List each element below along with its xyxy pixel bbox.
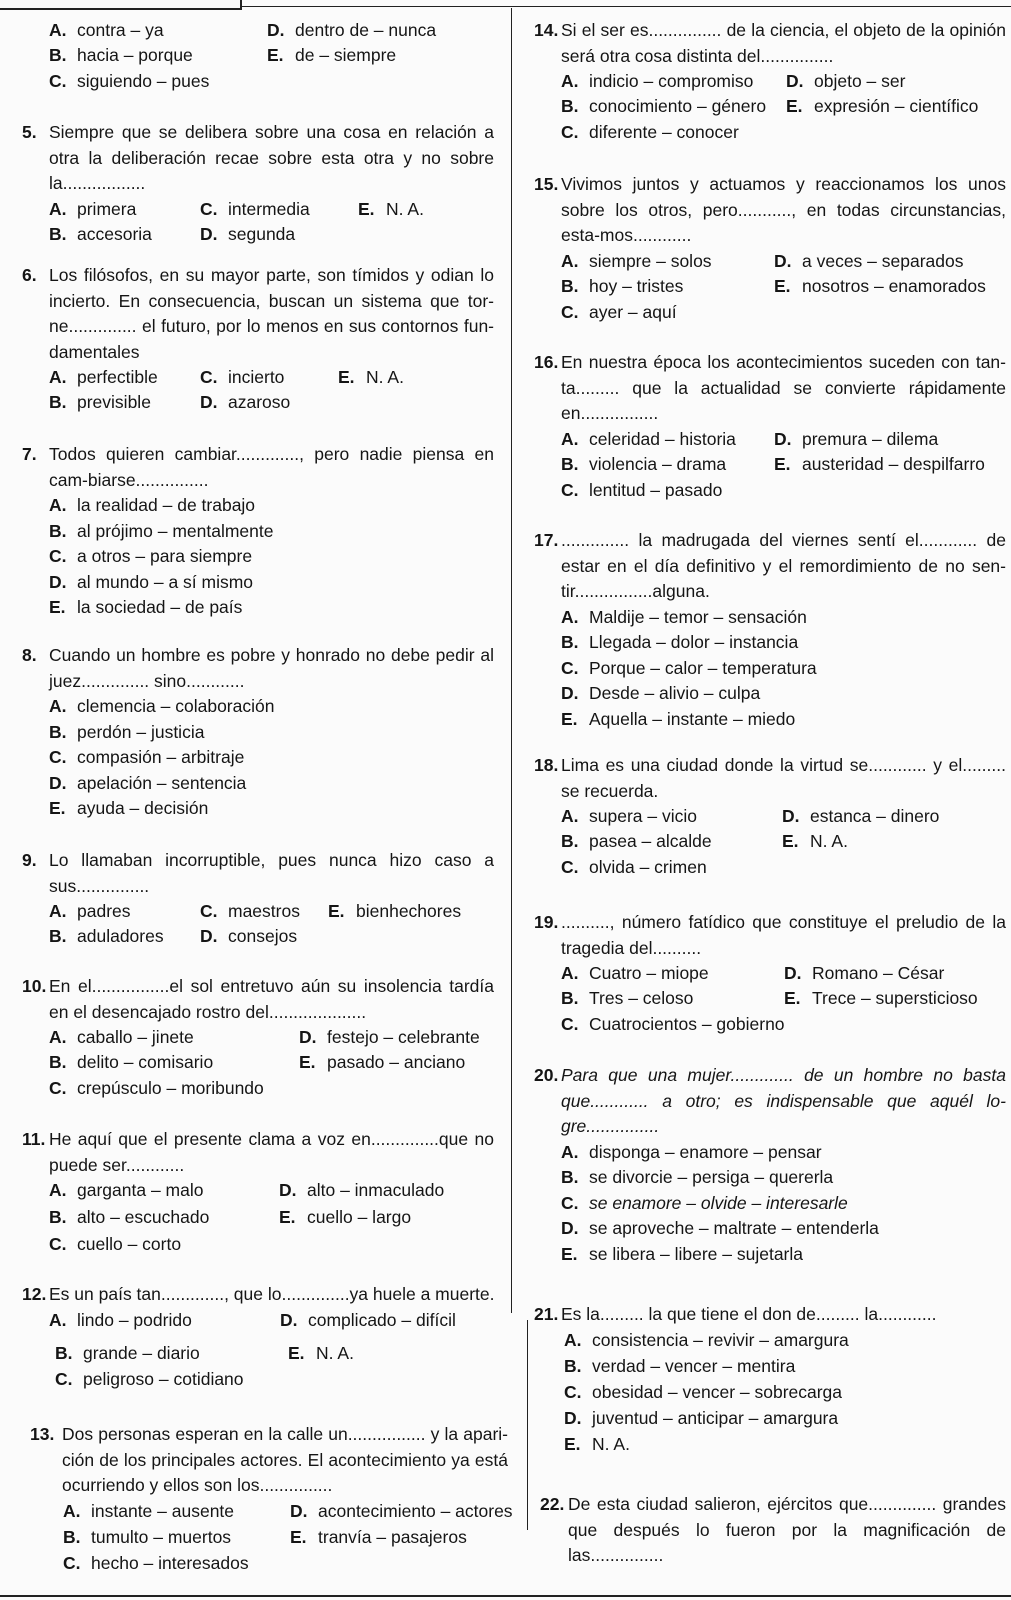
- option[interactable]: B. grande – diario: [55, 1342, 200, 1363]
- option[interactable]: E. N. A.: [338, 367, 404, 387]
- option[interactable]: D. juventud – anticipar – amargura: [564, 1407, 839, 1428]
- option[interactable]: C. diferente – conocer: [561, 122, 739, 142]
- question-10: 10. En el................el sol entretuvo aún su insolencia tardía en el desencajado rostro del.................... A. caballo – jinete D. festejo – celebrante B. delito – comisario E. pasado – anciano C. crepúsculo – moribundo: [22, 974, 494, 1103]
- option[interactable]: C. se enamore – olvide – interesarle: [561, 1192, 848, 1213]
- option[interactable]: C. peligroso – cotidiano: [55, 1368, 244, 1389]
- option[interactable]: A. indicio – compromiso: [561, 71, 754, 91]
- option[interactable]: C. ayer – aquí: [561, 301, 677, 322]
- option[interactable]: C. maestros: [200, 901, 300, 921]
- option[interactable]: B. tumulto – muertos: [63, 1526, 232, 1547]
- option[interactable]: D. dentro de – nunca: [267, 20, 437, 40]
- option[interactable]: C. lentitud – pasado: [561, 479, 723, 500]
- option[interactable]: A. Cuatro – miope: [561, 963, 709, 983]
- option[interactable]: E. de – siempre: [267, 45, 397, 65]
- question-7: 7. Todos quieren cambiar............., pero nadie piensa en cam-biarse............... A. la realidad – de trabajo B. al prójimo – mentalmente C. a otros – para siempre D. al mundo – a sí mismo E. la sociedad – de país: [22, 442, 494, 621]
- question-8: 8. Cuando un hombre es pobre y honrado no debe pedir al juez.............. sino............ A. clemencia – colaboración B. perdón – justicia C. compasión – arbitraje D. apelación – sentencia E. ayuda – decisión: [22, 643, 494, 822]
- option[interactable]: D. complicado – difícil: [280, 1309, 456, 1330]
- option[interactable]: D. objeto – ser: [786, 71, 906, 91]
- option[interactable]: A. caballo – jinete: [49, 1027, 194, 1047]
- option[interactable]: B. conocimiento – género: [561, 96, 767, 116]
- question-20: 20. Para que una mujer............. de un hombre no basta que............ a otro; es indispensable que aquél lo-gre............... A. disponga – enamore – pensar B. se divorcie – persiga – quererla C. se enamore – olvide – interesarle D. se aproveche – maltrate – entenderla E. se libera – libere – sujetarla: [534, 1063, 1006, 1268]
- header-box: [0, 0, 242, 10]
- option[interactable]: A. clemencia – colaboración: [49, 696, 275, 716]
- option[interactable]: D. azaroso: [200, 392, 291, 412]
- question-21: 21. Es la......... la que tiene el don de......... la............ A. consistencia – revivir – amargura B. verdad – vencer – mentira C. obesidad – vencer – sobrecarga D. juventud – anticipar – amargura E. N. A.: [534, 1302, 1006, 1456]
- option[interactable]: B. Tres – celoso: [561, 988, 694, 1008]
- option[interactable]: B. accesoria: [49, 223, 152, 244]
- option[interactable]: A. instante – ausente: [63, 1500, 235, 1521]
- option[interactable]: E. ayuda – decisión: [49, 798, 209, 819]
- option[interactable]: C. Cuatrocientos – gobierno: [561, 1014, 785, 1034]
- option[interactable]: C. hecho – interesados: [63, 1552, 249, 1573]
- question-16: 16. En nuestra época los acontecimientos suceden con tan-ta......... que la actualidad se convierte rápidamente en................ A. celeridad – historia D. premura – dilema B. violencia – drama E. austeridad – despilfarro C. lentitud – pasado: [534, 350, 1006, 505]
- footer-rule: [0, 1595, 1011, 1597]
- option[interactable]: B. perdón – justicia: [49, 721, 205, 742]
- option[interactable]: E. la sociedad – de país: [49, 597, 243, 618]
- option[interactable]: B. pasea – alcalde: [561, 831, 712, 851]
- option[interactable]: E. Trece – supersticioso: [784, 988, 978, 1008]
- column-divider: [511, 8, 512, 1313]
- option[interactable]: B. delito – comisario: [49, 1052, 214, 1072]
- option[interactable]: E. cuello – largo: [279, 1207, 412, 1227]
- question-12: 12. Es un país tan............., que lo..............ya huele a muerte. A. lindo – podrido D. complicado – difícil B. grande – diario E. N. A. C. peligroso – cotidiano: [22, 1282, 502, 1396]
- option[interactable]: E. N. A.: [288, 1342, 354, 1363]
- option[interactable]: D. Romano – César: [784, 963, 945, 983]
- option[interactable]: D. acontecimiento – actores: [290, 1500, 513, 1521]
- question-5: 5. Siempre que se delibera sobre una cosa en relación a otra la deliberación recae sobre esta otra y no sobre la................. A. primera C. intermedia E. N. A. B. accesoria D. segunda: [22, 120, 494, 249]
- option[interactable]: A. primera: [49, 198, 137, 219]
- option[interactable]: B. se divorcie – persiga – quererla: [561, 1167, 834, 1188]
- header-rule: [240, 6, 1011, 7]
- question-15: 15. Vivimos juntos y actuamos y reaccionamos los unos sobre los otros, pero..........., en todas circunstancias, esta-mos............ A. siempre – solos D. a veces – separados B. hoy – tristes E. nosotros – enamorados C. ayer – aquí: [534, 172, 1006, 327]
- option[interactable]: D. apelación – sentencia: [49, 772, 247, 793]
- option[interactable]: D. al mundo – a sí mismo: [49, 571, 254, 592]
- option[interactable]: D. se aproveche – maltrate – entenderla: [561, 1218, 879, 1239]
- option[interactable]: E. N. A.: [358, 198, 424, 219]
- option[interactable]: B. Llegada – dolor – instancia: [561, 632, 799, 653]
- option[interactable]: C. olvida – crimen: [561, 857, 707, 877]
- option[interactable]: A. Maldije – temor – sensación: [561, 606, 807, 627]
- question-13: 13. Dos personas esperan en la calle un................ y la apari-ción de los principales actores. El acontecimiento ya está ocurriendo y ellos son los............... A. instante – ausente D. acontecimiento – actores B. tumulto – muertos E. tranvía – pasajeros C. hecho – interesados: [30, 1422, 508, 1577]
- option[interactable]: E. pasado – anciano: [299, 1052, 466, 1072]
- option[interactable]: C. incierto: [200, 367, 285, 387]
- column-divider-lower: [527, 1320, 528, 1530]
- option[interactable]: C. obesidad – vencer – sobrecarga: [564, 1381, 843, 1402]
- option[interactable]: A. la realidad – de trabajo: [49, 495, 256, 515]
- option[interactable]: E. Aquella – instante – miedo: [561, 708, 796, 729]
- option[interactable]: B. alto – escuchado: [49, 1207, 210, 1227]
- option[interactable]: A. lindo – podrido: [49, 1309, 192, 1330]
- option[interactable]: A. contra – ya: [49, 20, 164, 40]
- option[interactable]: A. supera – vicio: [561, 806, 697, 826]
- option[interactable]: E. nosotros – enamorados: [774, 275, 986, 296]
- option[interactable]: D. a veces – separados: [774, 250, 964, 271]
- question-19: 19. .........., número fatídico que constituye el preludio de la tragedia del.......... A. Cuatro – miope D. Romano – César B. Tres – celoso E. Trece – supersticioso C. Cuatrocientos – gobierno: [534, 910, 1006, 1039]
- option[interactable]: D. festejo – celebrante: [299, 1027, 480, 1047]
- question-11: 11. He aquí que el presente clama a voz en..............que no puede ser............ A. garganta – malo D. alto – inmaculado B. alto – escuchado E. cuello – largo C. cuello – corto: [22, 1127, 494, 1256]
- option[interactable]: E. expresión – científico: [786, 96, 979, 116]
- option[interactable]: D. estanca – dinero: [782, 806, 940, 826]
- option[interactable]: A. padres: [49, 901, 131, 921]
- option[interactable]: A. celeridad – historia: [561, 428, 736, 449]
- question-6: 6. Los filósofos, en su mayor parte, son tímidos y odian lo incierto. En consecuencia, buscan un sistema que tor-ne.............. el futuro, por lo menos en sus contornos fun-damentales A. perfectible C. incierto E. N. A. B. previsible D. azaroso: [22, 263, 494, 417]
- option[interactable]: C. a otros – para siempre: [49, 546, 253, 567]
- option[interactable]: C. cuello – corto: [49, 1234, 182, 1254]
- question-18: 18. Lima es una ciudad donde la virtud se............ y el......... se recuerda. A. supera – vicio D. estanca – dinero B. pasea – alcalde E. N. A. C. olvida – crimen: [534, 753, 1006, 882]
- option[interactable]: C. intermedia: [200, 198, 310, 219]
- option[interactable]: D. premura – dilema: [774, 428, 939, 449]
- option[interactable]: D. Desde – alivio – culpa: [561, 683, 761, 704]
- option[interactable]: D. consejos: [200, 926, 298, 946]
- option[interactable]: C. crepúsculo – moribundo: [49, 1078, 264, 1098]
- option[interactable]: A. perfectible: [49, 367, 158, 387]
- option[interactable]: B. hoy – tristes: [561, 275, 684, 296]
- option[interactable]: B. aduladores: [49, 926, 164, 946]
- option[interactable]: B. verdad – vencer – mentira: [564, 1355, 796, 1376]
- question-4-options: [22, 18, 500, 96]
- option[interactable]: A. siempre – solos: [561, 250, 712, 271]
- option[interactable]: C. compasión – arbitraje: [49, 747, 245, 768]
- option[interactable]: D. segunda: [200, 223, 296, 244]
- question-14: 14. Si el ser es............... de la ciencia, el objeto de la opinión será otra cosa distinta del............... A. indicio – compromiso D. objeto – ser B. conocimiento – género E. expresión – científico C. diferente – conocer: [534, 18, 1006, 147]
- option[interactable]: E. tranvía – pasajeros: [290, 1526, 467, 1547]
- option[interactable]: A. consistencia – revivir – amargura: [564, 1329, 849, 1350]
- option[interactable]: B. al prójimo – mentalmente: [49, 520, 274, 541]
- option[interactable]: B. violencia – drama: [561, 453, 727, 474]
- option[interactable]: C. siguiendo – pues: [49, 71, 210, 91]
- option[interactable]: E. se libera – libere – sujetarla: [561, 1243, 804, 1264]
- question-17: 17. .............. la madrugada del viernes sentí el............ de estar en el día definitivo y el remordimiento de no sen-tir................alguna. A. Maldije – temor – sensación B. Llegada – dolor – instancia C. Porque – calor – temperatura D. Desde – alivio – culpa E. Aquella – instante – miedo: [534, 528, 1006, 733]
- question-9: 9. Lo llamaban incorruptible, pues nunca hizo caso a sus............... A. padres C. maestros E. bienhechores B. aduladores D. consejos: [22, 848, 494, 951]
- option[interactable]: A. disponga – enamore – pensar: [561, 1141, 822, 1162]
- option[interactable]: B. hacia – porque: [49, 45, 193, 65]
- option[interactable]: D. alto – inmaculado: [279, 1180, 445, 1200]
- option[interactable]: A. garganta – malo: [49, 1180, 204, 1200]
- option[interactable]: E. N. A.: [782, 831, 848, 851]
- question-22: 22. De esta ciudad salieron, ejércitos que.............. grandes que después lo fueron por la magnificación de las...............: [540, 1494, 1006, 1565]
- option[interactable]: C. Porque – calor – temperatura: [561, 657, 817, 678]
- option[interactable]: E. austeridad – despilfarro: [774, 453, 985, 474]
- option[interactable]: B. previsible: [49, 392, 151, 412]
- option[interactable]: E. bienhechores: [328, 901, 462, 921]
- option[interactable]: E. N. A.: [564, 1433, 630, 1454]
